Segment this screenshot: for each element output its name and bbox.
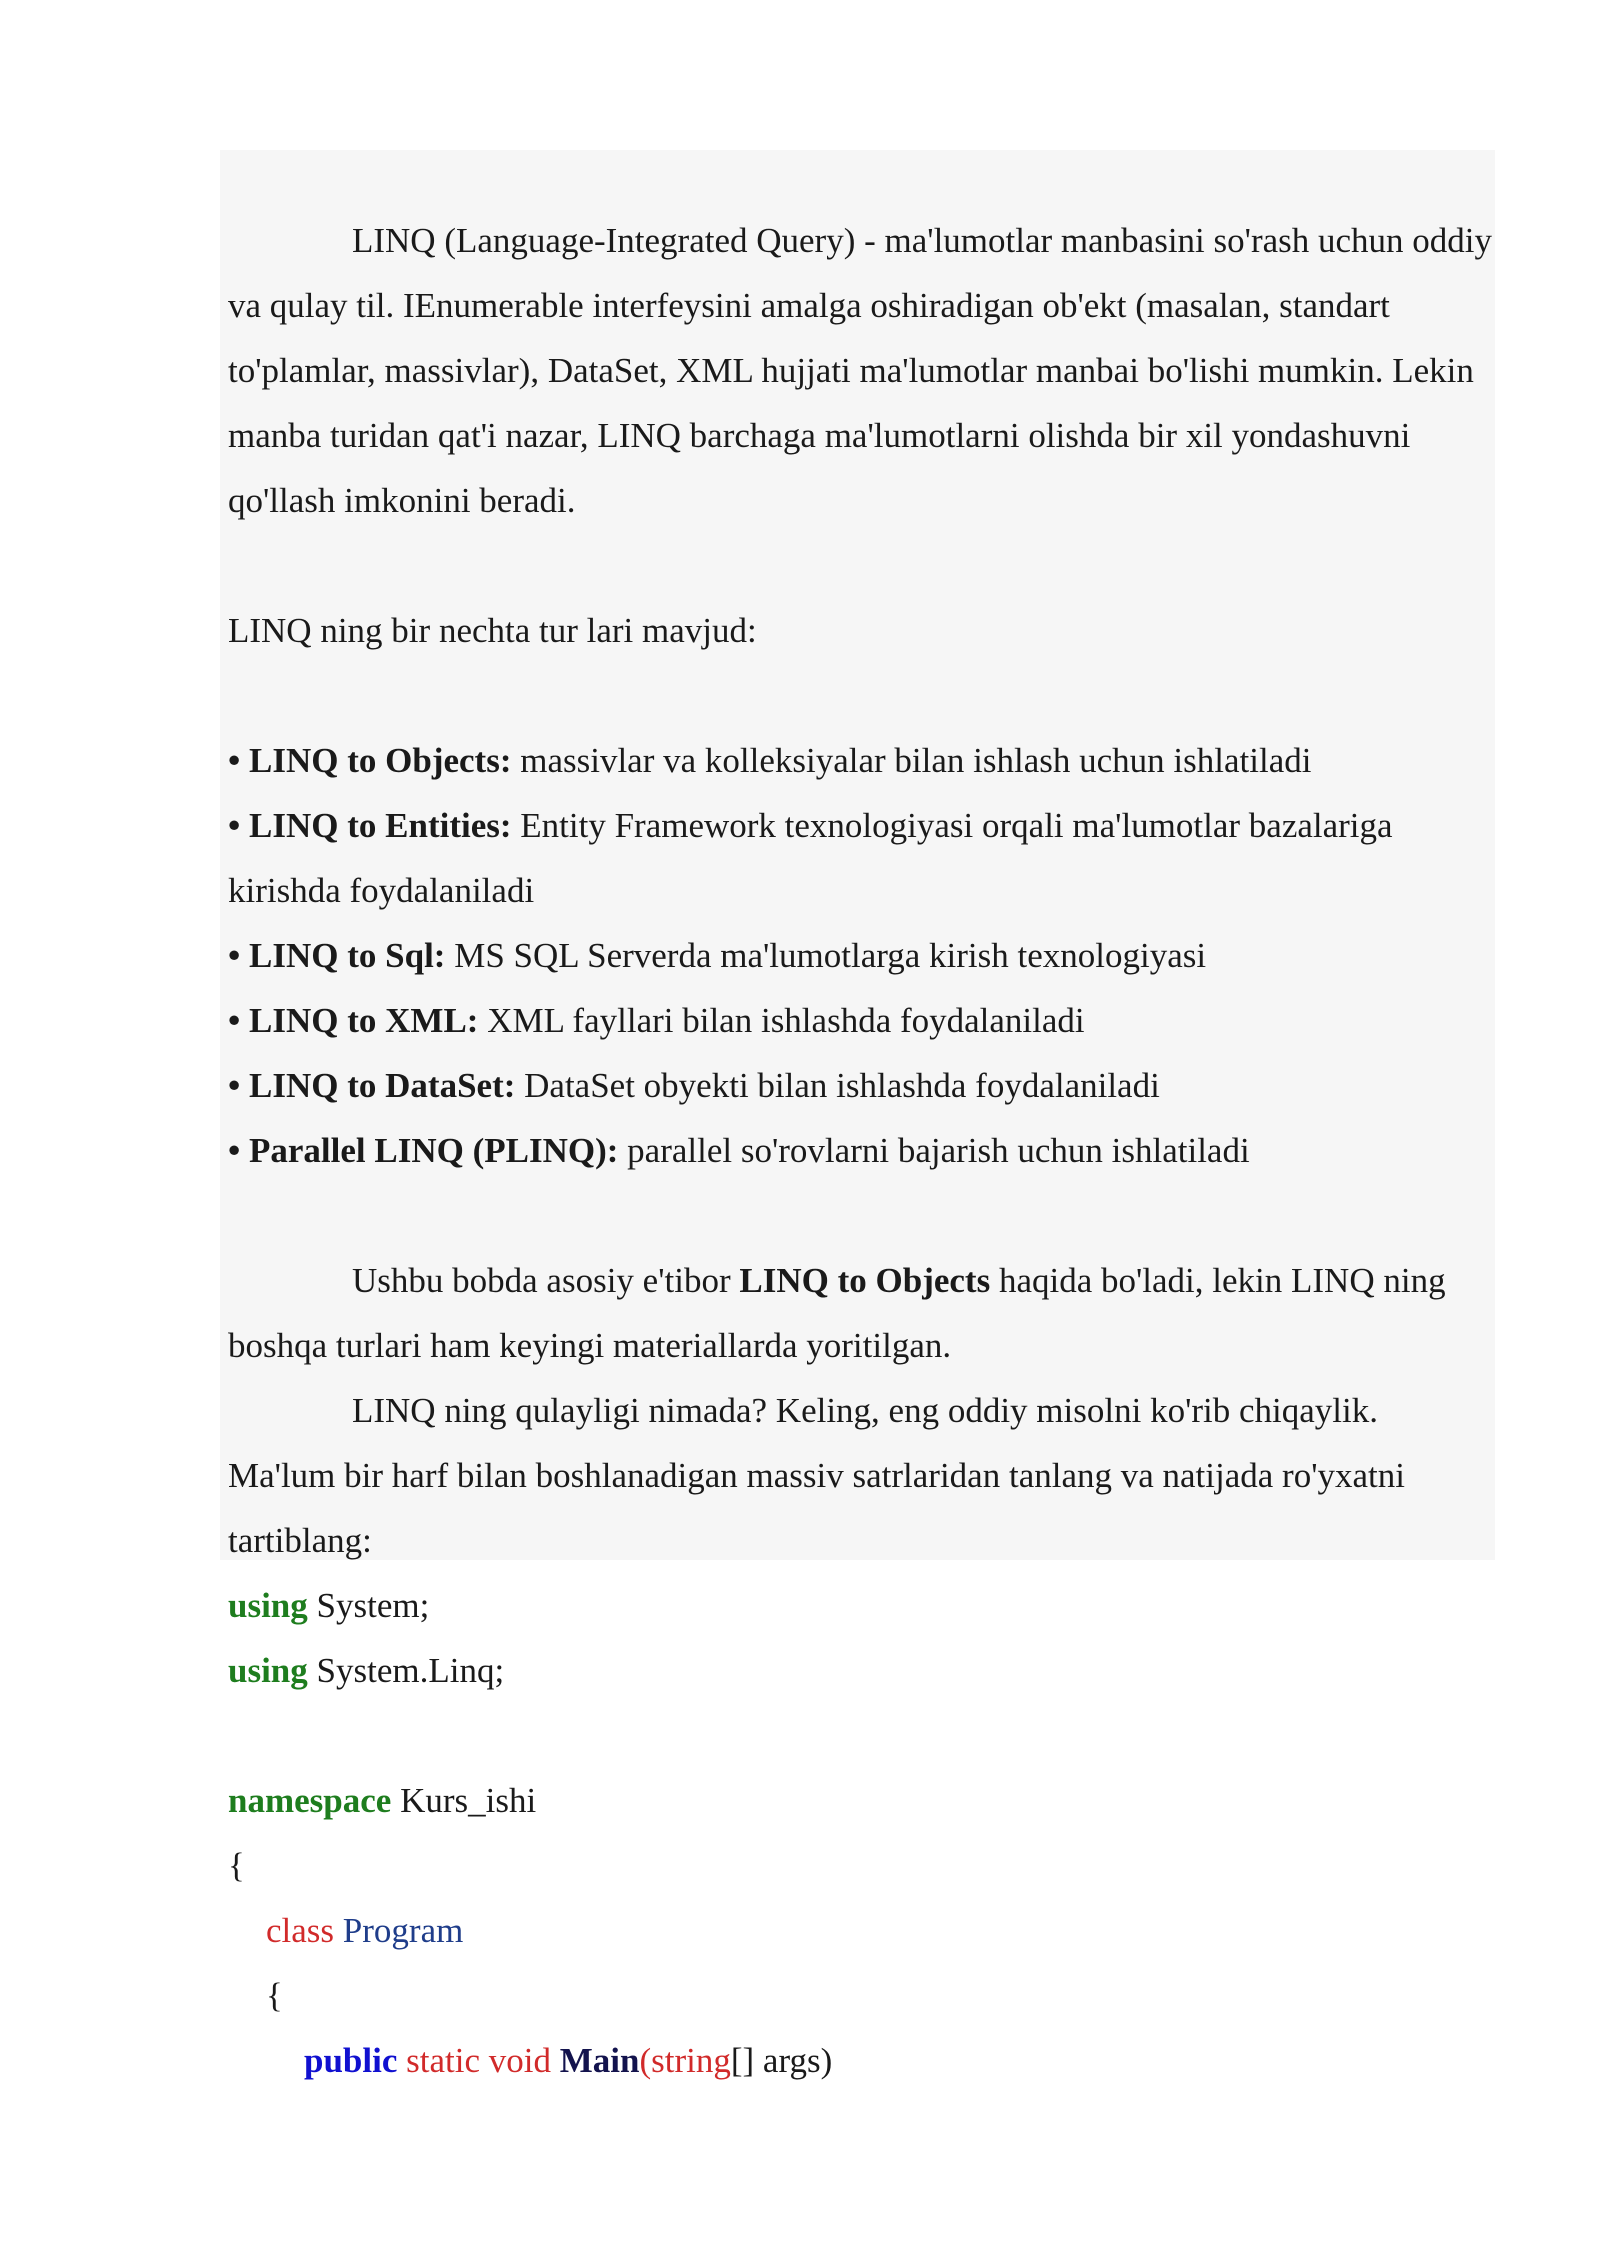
- paren: (: [639, 2041, 652, 2080]
- method-name: Main: [559, 2041, 640, 2080]
- code-line-open-brace: [228, 1963, 1493, 2028]
- spacer: [228, 663, 1493, 728]
- code-text: [] args): [730, 2041, 833, 2080]
- code-text: System.Linq;: [307, 1651, 505, 1690]
- list-item-term: LINQ to Entities:: [249, 806, 512, 845]
- list-item-term: Parallel LINQ (PLINQ):: [249, 1131, 619, 1170]
- keyword-class: class: [266, 1911, 335, 1950]
- bullet: •: [228, 936, 241, 975]
- list-item: [228, 728, 1493, 793]
- list-item-desc: XML fayllari bilan ishlashda foydalaniladi: [478, 1001, 1085, 1040]
- brace: {: [266, 1976, 283, 2015]
- linq-types-list: [228, 728, 1493, 1183]
- list-item-term: LINQ to DataSet:: [249, 1066, 516, 1105]
- keyword-using: using: [228, 1651, 308, 1690]
- bullet: •: [228, 1131, 241, 1170]
- list-item-desc: parallel so'rovlarni bajarish uchun ishlatiladi: [618, 1131, 1250, 1170]
- code-line-main: [228, 2028, 1493, 2093]
- list-item-desc: Entity Framework texnologiyasi orqali ma'lumotlar bazalariga kirishda foydalaniladi: [228, 806, 1393, 910]
- list-item-term: LINQ to XML:: [249, 1001, 479, 1040]
- list-item-term: LINQ to Sql:: [249, 936, 446, 975]
- list-item: [228, 1118, 1493, 1183]
- list-item-term: LINQ to Objects:: [249, 741, 512, 780]
- code-line-class: [228, 1898, 1493, 1963]
- example-intro-paragraph: LINQ ning qulayligi nimada? Keling, eng oddiy misolni ko'rib chiqaylik. Ma'lum bir harf bilan boshlanadigan massiv satrlaridan tanlang va natijada ro'yxatni tartiblang:: [228, 1391, 1405, 1560]
- list-item-desc: DataSet obyekti bilan ishlashda foydalaniladi: [515, 1066, 1160, 1105]
- keyword-string: string: [651, 2041, 731, 2080]
- brace: {: [228, 1846, 245, 1885]
- focus-paragraph: [228, 1248, 1493, 1378]
- focus-after: haqida bo'ladi, lekin LINQ ning boshqa turlari ham keyingi materiallarda yoritilgan.: [228, 1261, 1446, 1365]
- bullet: •: [228, 806, 241, 845]
- code-line-using-linq: [228, 1638, 1493, 1703]
- intro-paragraph: LINQ (Language-Integrated Query) - ma'lumotlar manbasini so'rash uchun oddiy va qulay til. IEnumerable interfeysini amalga oshiradigan ob'ekt (masalan, standart to'plamlar, massivlar), DataSet, XML hujjati ma'lumotlar manbai bo'lishi mumkin. Lekin manba turidan qat'i nazar, LINQ barchaga ma'lumotlarni olishda bir xil yondashuvni qo'llash imkonini beradi.: [228, 221, 1493, 520]
- class-name: Program: [334, 1911, 464, 1950]
- list-item: [228, 988, 1493, 1053]
- code-line-namespace: [228, 1768, 1493, 1833]
- bullet: •: [228, 1066, 241, 1105]
- list-item-desc: MS SQL Serverda ma'lumotlarga kirish texnologiyasi: [445, 936, 1207, 975]
- focus-before: Ushbu bobda asosiy e'tibor: [352, 1261, 740, 1300]
- spacer: [228, 533, 1493, 598]
- list-item: [228, 923, 1493, 988]
- bullet: •: [228, 1001, 241, 1040]
- list-item: [228, 793, 1493, 923]
- keyword-static-void: static void: [397, 2041, 560, 2080]
- code-line-open-brace: [228, 1833, 1493, 1898]
- types-heading: LINQ ning bir nechta tur lari mavjud:: [228, 611, 757, 650]
- document-page: [228, 208, 1493, 2093]
- keyword-namespace: namespace: [228, 1781, 392, 1820]
- keyword-public: public: [304, 2041, 398, 2080]
- namespace-name: Kurs_ishi: [391, 1781, 537, 1820]
- code-text: System;: [307, 1586, 430, 1625]
- bullet: •: [228, 741, 241, 780]
- spacer: [228, 1703, 1493, 1768]
- spacer: [228, 1183, 1493, 1248]
- list-item-desc: massivlar va kolleksiyalar bilan ishlash uchun ishlatiladi: [511, 741, 1312, 780]
- code-line-using-system: [228, 1573, 1493, 1638]
- code-block: [228, 1573, 1493, 2093]
- list-item: [228, 1053, 1493, 1118]
- focus-bold: LINQ to Objects: [739, 1261, 991, 1300]
- keyword-using: using: [228, 1586, 308, 1625]
